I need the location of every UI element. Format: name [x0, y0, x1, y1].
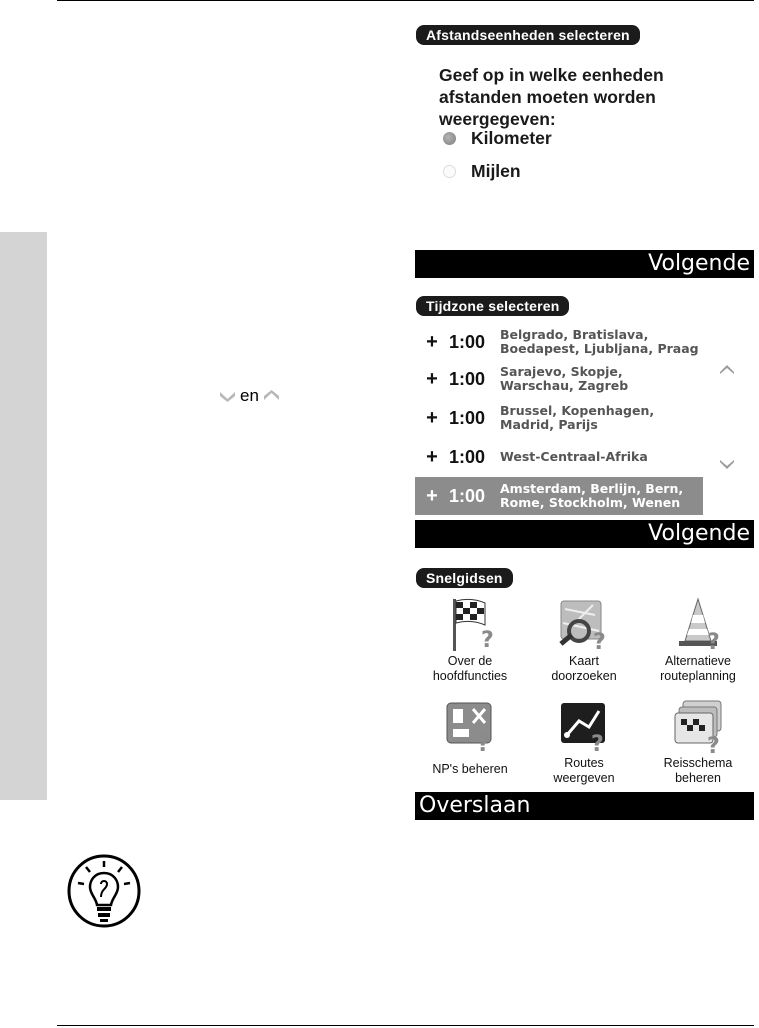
units-next-button[interactable]: Volgende	[415, 250, 754, 278]
option-miles-label: Mijlen	[471, 161, 521, 181]
side-tab	[0, 232, 47, 800]
inline-word: en	[240, 386, 259, 405]
units-title: Afstandseenheden selecteren	[416, 25, 640, 45]
tz-time: 1:00	[449, 407, 486, 428]
timezone-row[interactable]	[415, 323, 703, 361]
tile-label-line2: routeplanning	[660, 669, 736, 683]
tile-label-line1: Reisschema	[663, 756, 733, 770]
tile-manage-itinerary[interactable]	[643, 697, 753, 785]
inline-arrows	[219, 386, 280, 406]
tz-cities: Sarajevo, Skopje, Warschau, Zagreb	[500, 364, 629, 393]
chevron-down-icon	[219, 389, 236, 403]
tile-show-routes[interactable]	[529, 697, 639, 785]
tile-label-line1: NP's beheren	[432, 762, 508, 776]
tz-cities: West-Centraal-Afrika	[500, 449, 648, 464]
tz-offset-sign: +	[426, 330, 438, 353]
tz-cities: Amsterdam, Berlijn, Bern, Rome, Stockholm, Wenen	[500, 481, 684, 510]
svg-text:?: ?	[593, 630, 606, 653]
svg-text:?: ?	[477, 732, 490, 755]
tile-label-line1: Routes	[564, 756, 604, 770]
tile-manage-pois[interactable]	[415, 697, 525, 778]
svg-text:?: ?	[707, 630, 720, 653]
checkered-flag-icon	[441, 595, 499, 653]
timezone-row[interactable]	[415, 399, 703, 437]
timezone-row[interactable]	[415, 360, 703, 398]
tile-label-line1: Over de	[447, 654, 493, 668]
tile-label-line2: doorzoeken	[551, 669, 617, 683]
option-kilometer[interactable]	[443, 128, 552, 149]
bottom-rule	[57, 1025, 754, 1026]
scroll-down-icon[interactable]	[719, 459, 735, 471]
tile-label-line2: hoofdfuncties	[432, 669, 508, 683]
tz-offset-sign: +	[426, 406, 438, 429]
tile-search-map[interactable]	[529, 595, 639, 683]
poi-icon	[441, 697, 499, 755]
tz-time: 1:00	[449, 485, 486, 506]
tile-label-line2: weergeven	[553, 771, 615, 785]
timezone-next-button[interactable]: Volgende	[415, 520, 754, 548]
radio-unselected-icon	[443, 165, 456, 178]
quickguide-title: Snelgidsen	[416, 568, 513, 588]
tile-label-line1: Alternatieve	[664, 654, 731, 668]
tile-label-line1: Kaart	[569, 654, 599, 668]
svg-text:?: ?	[591, 732, 604, 755]
lightbulb-icon	[66, 853, 142, 945]
traffic-cone-icon	[669, 595, 727, 653]
radio-selected-icon	[443, 132, 456, 145]
timezone-title: Tijdzone selecteren	[416, 296, 569, 316]
timezone-row[interactable]	[415, 438, 703, 476]
option-kilometer-label: Kilometer	[471, 128, 552, 148]
tz-cities: Brussel, Kopenhagen, Madrid, Parijs	[500, 403, 655, 432]
option-miles[interactable]	[443, 161, 521, 182]
timezone-row-selected[interactable]	[415, 477, 703, 515]
tz-cities: Belgrado, Bratislava, Boedapest, Ljubljana, Praag	[500, 327, 699, 356]
map-magnifier-icon	[555, 595, 613, 653]
skip-button[interactable]: Overslaan	[415, 792, 754, 820]
chevron-up-icon	[263, 389, 280, 403]
route-view-icon	[555, 697, 613, 755]
tz-offset-sign: +	[426, 367, 438, 390]
tz-time: 1:00	[449, 446, 486, 467]
tz-offset-sign: +	[426, 484, 438, 507]
tz-time: 1:00	[449, 331, 486, 352]
top-rule	[57, 0, 754, 1]
svg-text:?: ?	[481, 628, 494, 653]
tile-label-line2: beheren	[675, 771, 721, 785]
tz-time: 1:00	[449, 368, 486, 389]
quickguide-screen	[415, 567, 754, 820]
tile-main-functions[interactable]	[415, 595, 525, 683]
tile-alt-routes[interactable]	[643, 595, 753, 683]
units-screen	[415, 24, 754, 278]
svg-text:?: ?	[707, 734, 720, 755]
units-prompt: Geef op in welke eenheden afstanden moeten worden weergegeven:	[439, 65, 664, 129]
scroll-up-icon[interactable]	[719, 363, 735, 375]
tz-offset-sign: +	[426, 445, 438, 468]
itinerary-icon	[669, 697, 727, 755]
timezone-screen	[415, 295, 754, 548]
